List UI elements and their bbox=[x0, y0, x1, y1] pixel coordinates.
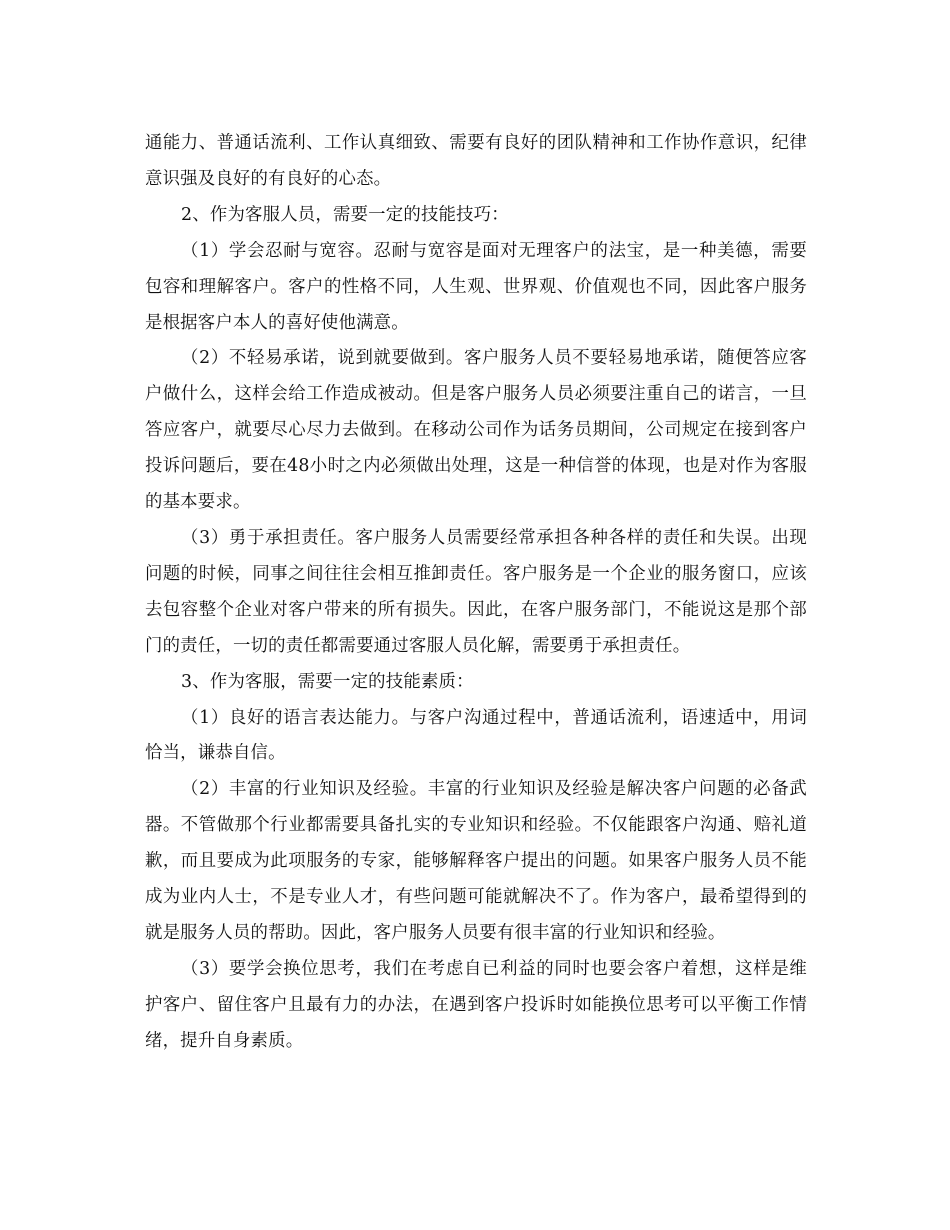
paragraph-patience: （1）学会忍耐与宽容。忍耐与宽容是面对无理客户的法宝，是一种美德，需要包容和理解客户。客户的性格不同，人生观、世界观、价值观也不同，因此客户服务是根据客户本人的喜好使他满意。 bbox=[145, 240, 807, 333]
paragraph-promise: （2）不轻易承诺，说到就要做到。客户服务人员不要轻易地承诺，随便答应客户做什么，这样会给工作造成被动。但是客户服务人员必须要注重自己的诺言，一旦答应客户，就要尽心尽力去做到。在移动公司作为话务员期间，公司规定在接到客户投诉问题后，要在48小时之内必须做出处理，这是一种信誉的体现，也是对作为客服的基本要求。 bbox=[145, 348, 807, 513]
section-heading-2: 2、作为客服人员，需要一定的技能技巧： bbox=[181, 204, 509, 225]
paragraph-language: （1）良好的语言表达能力。与客户沟通过程中，普通话流利，语速适中，用词恰当，谦恭自信。 bbox=[145, 707, 807, 764]
document-body bbox=[145, 126, 807, 1060]
paragraph-continuation: 通能力、普通话流利、工作认真细致、需要有良好的团队精神和工作协作意识，纪律意识强及良好的有良好的心态。 bbox=[145, 133, 807, 189]
paragraph-empathy: （3）要学会换位思考，我们在考虑自已利益的同时也要会客户着想，这样是维护客户、留住客户且最有力的办法，在遇到客户投诉时如能换位思考可以平衡工作情绪，提升自身素质。 bbox=[145, 958, 807, 1051]
paragraph-responsibility: （3）勇于承担责任。客户服务人员需要经常承担各种各样的责任和失误。出现问题的时候，同事之间往往会相互推卸责任。客户服务是一个企业的服务窗口，应该去包容整个企业对客户带来的所有损失。因此，在客户服务部门，不能说这是那个部门的责任，一切的责任都需要通过客服人员化解，需要勇于承担责任。 bbox=[145, 527, 807, 656]
paragraph-knowledge: （2）丰富的行业知识及经验。丰富的行业知识及经验是解决客户问题的必备武器。不管做那个行业都需要具备扎实的专业知识和经验。不仅能跟客户沟通、赔礼道歉，而且要成为此项服务的专家，能够解释客户提出的问题。如果客户服务人员不能成为业内人士，不是专业人才，有些问题可能就解决不了。作为客户，最希望得到的就是服务人员的帮助。因此，客户服务人员要有很丰富的行业知识和经验。 bbox=[145, 779, 807, 943]
section-heading-3: 3、作为客服，需要一定的技能素质： bbox=[181, 671, 474, 692]
